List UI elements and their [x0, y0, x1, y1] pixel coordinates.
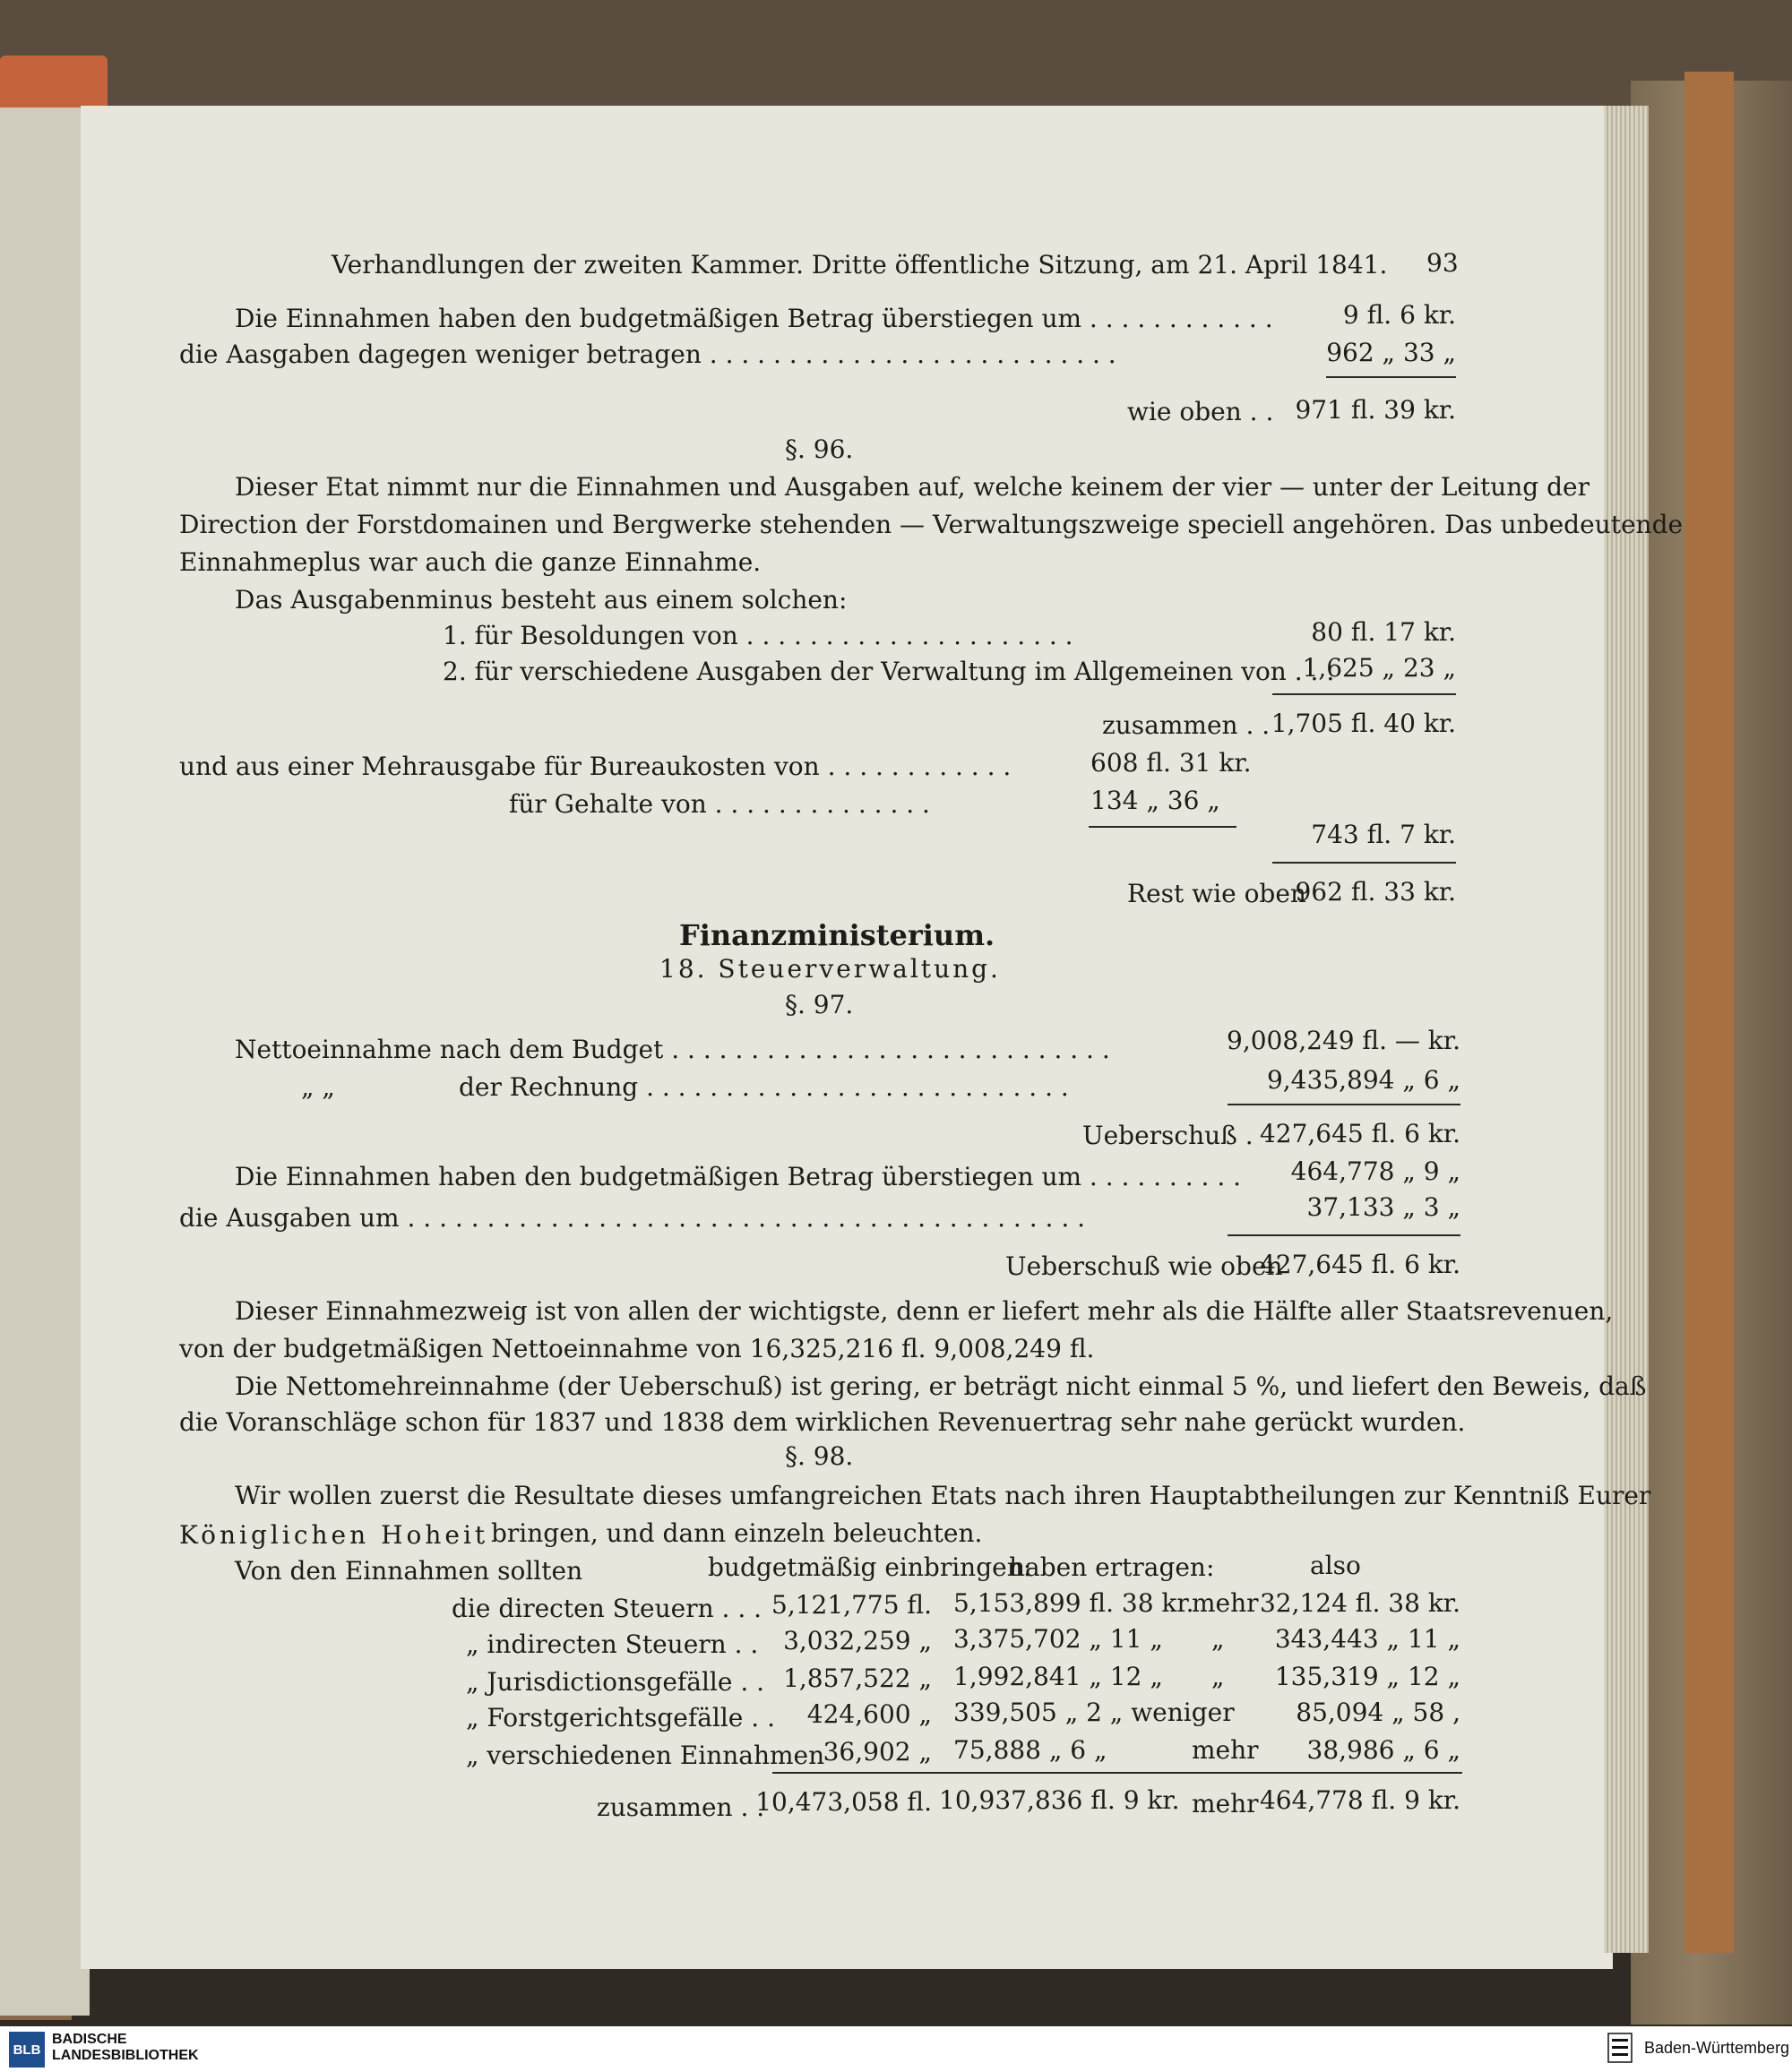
chapter-title: Finanzministerium.: [679, 918, 995, 952]
sum-rule: [1326, 376, 1456, 378]
chapter-subtitle: 18. Steuerverwaltung.: [659, 954, 1001, 984]
section-heading: §. 97.: [785, 990, 854, 1019]
library-name-line: LANDESBIBLIOTHEK: [52, 2048, 199, 2063]
amount: 962 fl. 33 kr.: [1295, 877, 1456, 907]
table-cell: mehr: [1192, 1588, 1259, 1618]
table-cell: 339,505 „ 2 „ weniger: [953, 1698, 1235, 1727]
table-cell: „: [1211, 1662, 1225, 1691]
text-line: Die Einnahmen haben den budgetmäßigen Betrag überstiegen um . . . . . . . . . .: [235, 1162, 1242, 1191]
table-cell: 135,319 „ 12 „: [1274, 1662, 1460, 1691]
table-header: also: [1310, 1551, 1361, 1580]
amount: 464,778 „ 9 „: [1290, 1156, 1460, 1186]
sum-rule: [1089, 826, 1236, 828]
table-row-label: „ indirecten Steuern . .: [466, 1629, 759, 1659]
amount: 1,705 fl. 40 kr.: [1271, 709, 1456, 738]
amount: 743 fl. 7 kr.: [1311, 820, 1456, 849]
table-row-label: „ verschiedenen Einnahmen: [466, 1741, 825, 1770]
table-cell: 85,094 „ 58 ,: [1296, 1698, 1460, 1727]
text-line: für Gehalte von . . . . . . . . . . . . . .: [509, 789, 930, 819]
table-cell: 75,888 „ 6 „: [953, 1735, 1107, 1765]
amount: 9 fl. 6 kr.: [1342, 300, 1456, 330]
table-cell: mehr: [1192, 1735, 1259, 1765]
section-heading: §. 98.: [785, 1441, 854, 1471]
section-heading: §. 96.: [785, 434, 854, 464]
running-title: Verhandlungen der zweiten Kammer. Dritte öffentliche Sitzung, am 21. April 1841.: [332, 250, 1388, 279]
table-header: budgetmäßig einbringen:: [708, 1552, 1032, 1582]
library-name-line: BADISCHE: [52, 2032, 127, 2047]
table-cell: 36,902 „: [823, 1737, 932, 1767]
amount: 134 „ 36 „: [1090, 786, 1220, 815]
amount: 37,133 „ 3 „: [1306, 1192, 1460, 1222]
paragraph-line: Dieser Etat nimmt nur die Einnahmen und Ausgaben auf, welche keinem der vier — unter der Leitung der: [235, 472, 1590, 502]
table-cell: 3,032,259 „: [783, 1626, 932, 1655]
list-item: 2. für verschiedene Ausgaben der Verwaltung im Allgemeinen von . . .: [443, 657, 1335, 686]
list-item: 1. für Besoldungen von . . . . . . . . . . . . . . . . . . . . .: [443, 621, 1073, 650]
table-cell: 343,443 „ 11 „: [1274, 1624, 1460, 1654]
table-cell: 10,473,058 fl.: [755, 1787, 932, 1817]
blb-logo-icon: BLB: [9, 2032, 45, 2068]
table-cell: 464,778 fl. 9 kr.: [1259, 1785, 1460, 1815]
table-header: Von den Einnahmen sollten: [235, 1556, 583, 1586]
left-page-edge: [0, 107, 90, 2016]
text-line: Nettoeinnahme nach dem Budget . . . . . . . . . . . . . . . . . . . . . . . . . . . .: [235, 1035, 1110, 1064]
text-line: wie oben . .: [1127, 397, 1274, 426]
table-cell: 1,992,841 „ 12 „: [953, 1662, 1163, 1691]
text-line: Ueberschuß .: [1082, 1121, 1254, 1150]
amount: 9,435,894 „ 6 „: [1266, 1065, 1460, 1095]
paragraph-line: Wir wollen zuerst die Resultate dieses umfangreichen Etats nach ihren Hauptabtheilungen zur Kenntniß Eurer: [235, 1481, 1651, 1510]
sum-rule: [1228, 1104, 1460, 1105]
state-name: Baden-Württemberg: [1644, 2039, 1790, 2057]
table-header: haben ertragen:: [1009, 1552, 1215, 1582]
amount: 1,625 „ 23 „: [1302, 653, 1456, 683]
text-line: die Aasgaben dagegen weniger betragen . . . . . . . . . . . . . . . . . . . . . . . . . .: [179, 340, 1116, 369]
amount: 962 „ 33 „: [1326, 338, 1456, 367]
table-cell: 10,937,836 fl. 9 kr.: [939, 1785, 1180, 1815]
paragraph-line: bringen, und dann einzeln beleuchten.: [491, 1518, 983, 1548]
book-background: [0, 0, 1792, 116]
table-row-label: zusammen . .: [597, 1793, 765, 1822]
sum-rule: [772, 1772, 1462, 1774]
paragraph-line: von der budgetmäßigen Nettoeinnahme von 16,325,216 fl. 9,008,249 fl.: [179, 1334, 1095, 1363]
text-line: Die Einnahmen haben den budgetmäßigen Betrag überstiegen um . . . . . . . . . . . .: [235, 304, 1273, 333]
state-coat-of-arms-icon: [1607, 2032, 1633, 2064]
paragraph-line: die Voranschläge schon für 1837 und 1838 dem wirklichen Revenuertrag sehr nahe gerückt wurden.: [179, 1407, 1466, 1437]
text-line: zusammen . .: [1102, 710, 1271, 740]
paragraph-line: Einnahmeplus war auch die ganze Einnahme.: [179, 547, 762, 577]
table-row-label: „ Jurisdictionsgefälle . .: [466, 1667, 765, 1697]
paragraph-line: Dieser Einnahmezweig ist von allen der wichtigste, denn er liefert mehr als die Hälfte aller Staatsrevenuen,: [235, 1296, 1614, 1326]
text-line: Rest wie oben: [1127, 879, 1306, 908]
text-line: die Ausgaben um . . . . . . . . . . . . . . . . . . . . . . . . . . . . . . . . . . . . . . . . . . .: [179, 1203, 1086, 1233]
text-line: der Rechnung . . . . . . . . . . . . . . . . . . . . . . . . . . .: [459, 1072, 1069, 1102]
paragraph-line: Direction der Forstdomainen und Bergwerke stehenden — Verwaltungszweige speciell angehören. Das unbedeutende: [179, 510, 1684, 539]
table-cell: 38,986 „ 6 „: [1306, 1735, 1460, 1765]
table-cell: 5,121,775 fl.: [771, 1590, 932, 1620]
sum-rule: [1272, 693, 1456, 695]
table-cell: 5,153,899 fl. 38 kr.: [953, 1588, 1194, 1618]
paragraph-line: Die Nettomehreinnahme (der Ueberschuß) ist gering, er beträgt nicht einmal 5 %, und liefert den Beweis, daß: [235, 1371, 1647, 1401]
table-cell: 3,375,702 „ 11 „: [953, 1624, 1163, 1654]
library-name: [52, 2032, 199, 2064]
ditto-marks: „ „: [301, 1072, 335, 1102]
text-line: Ueberschuß wie oben: [1005, 1251, 1283, 1281]
page-stack: [1604, 106, 1649, 1953]
right-spine-cloth: [1684, 72, 1734, 1953]
table-row-label: „ Forstgerichtsgefälle . .: [466, 1703, 775, 1732]
table-cell: „: [1211, 1624, 1225, 1654]
text-line: und aus einer Mehrausgabe für Bureaukosten von . . . . . . . . . . . .: [179, 752, 1012, 781]
table-cell: mehr: [1192, 1789, 1259, 1818]
amount: 608 fl. 31 kr.: [1090, 748, 1252, 778]
amount: 9,008,249 fl. — kr.: [1227, 1026, 1460, 1055]
amount: 971 fl. 39 kr.: [1295, 395, 1456, 425]
table-row-label: die directen Steuern . . .: [452, 1594, 762, 1623]
paragraph-line: Das Ausgabenminus besteht aus einem solchen:: [235, 585, 848, 615]
footer-bar: [0, 2026, 1792, 2072]
sum-rule: [1272, 862, 1456, 864]
sum-rule: [1228, 1234, 1460, 1236]
table-cell: 424,600 „: [806, 1699, 932, 1729]
amount: 427,645 fl. 6 kr.: [1259, 1250, 1460, 1279]
amount: 80 fl. 17 kr.: [1311, 617, 1456, 647]
table-cell: 32,124 fl. 38 kr.: [1259, 1588, 1460, 1618]
table-cell: 1,857,522 „: [783, 1664, 932, 1693]
paragraph-line: Königlichen Hoheit: [179, 1520, 489, 1550]
amount: 427,645 fl. 6 kr.: [1259, 1119, 1460, 1148]
page-number: 93: [1426, 248, 1459, 278]
